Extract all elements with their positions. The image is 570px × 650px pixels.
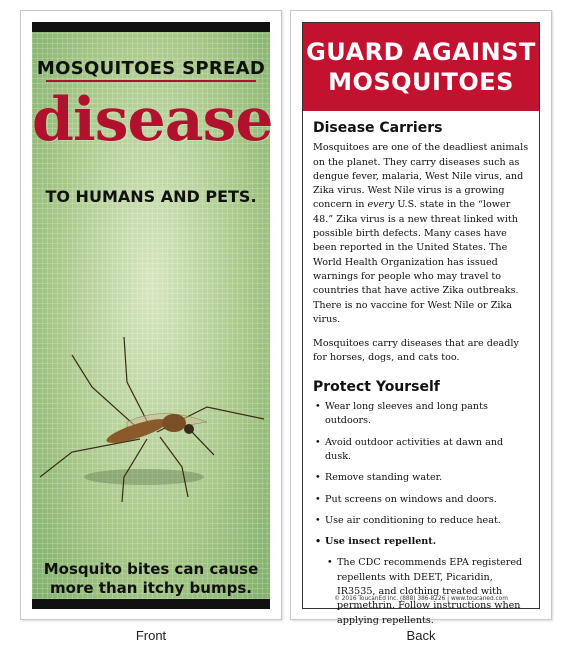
list-item: • Wear long sleeves and long pants outdoors.: [313, 400, 531, 429]
list-item: • Put screens on windows and doors.: [313, 493, 531, 507]
section-title-protect-yourself: Protect Yourself: [313, 378, 440, 395]
front-bottom-text: [32, 560, 270, 598]
front-big-word: disease: [32, 85, 273, 155]
front-bottom-line-1: Mosquito bites can cause: [43, 560, 259, 578]
front-caption: Front: [135, 628, 167, 643]
sub-list-item: • The CDC recommends EPA registered repellents with DEET, Picaridin, IR3535, and clothing treated with permethrin. Follow instructions when applying repellents.: [325, 556, 531, 627]
protect-list: [313, 400, 531, 549]
back-caption: Back: [406, 628, 436, 643]
front-headline-text: MOSQUITOES SPREAD: [36, 58, 266, 79]
animals-paragraph: Mosquitoes carry diseases that are deadly for horses, dogs, and cats too.: [313, 338, 519, 364]
front-card: [20, 10, 282, 620]
section-title-disease-carriers: Disease Carriers: [313, 120, 443, 136]
top-black-bar: [32, 22, 270, 32]
banner-line-1: GUARD AGAINST: [306, 38, 536, 66]
back-panel: [302, 22, 540, 626]
banner-line-2: MOSQUITOES: [328, 68, 514, 96]
back-body: [313, 115, 531, 628]
disease-carriers-paragraph: Mosquitoes are one of the deadliest animals on the planet. They carry diseases such as dengue fever, malaria, West Nile virus, and Zika virus. West Nile virus is a growing concern in every U.S. state in the “lower 48.” Zika virus is a new threat linked with possible birth defects. Many cases have been reported in the United States. The World Health Organization has issued warnings for people who may travel to countries that have active Zika outbreaks. There is no vaccine for West Nile or Zika virus.: [313, 142, 529, 325]
copyright-footer: © 2016 ToucanEd Inc. (888) 386-8226 | www.toucaned.com: [334, 596, 508, 602]
mosquito-image: [32, 327, 270, 507]
list-item: • Remove standing water.: [313, 471, 531, 485]
front-bottom-line-2: more than itchy bumps.: [50, 579, 252, 597]
front-panel: [32, 22, 273, 609]
front-subhead: TO HUMANS AND PETS.: [45, 187, 257, 206]
repellent-sublist: [313, 556, 531, 627]
back-banner: [303, 23, 539, 111]
bottom-black-bar: [32, 599, 270, 609]
list-item: • Use insect repellent.: [313, 535, 531, 549]
front-headline: [32, 58, 270, 79]
list-item: • Use air conditioning to reduce heat.: [313, 514, 531, 528]
list-item: • Avoid outdoor activities at dawn and dusk.: [313, 436, 531, 465]
back-card: [290, 10, 552, 626]
